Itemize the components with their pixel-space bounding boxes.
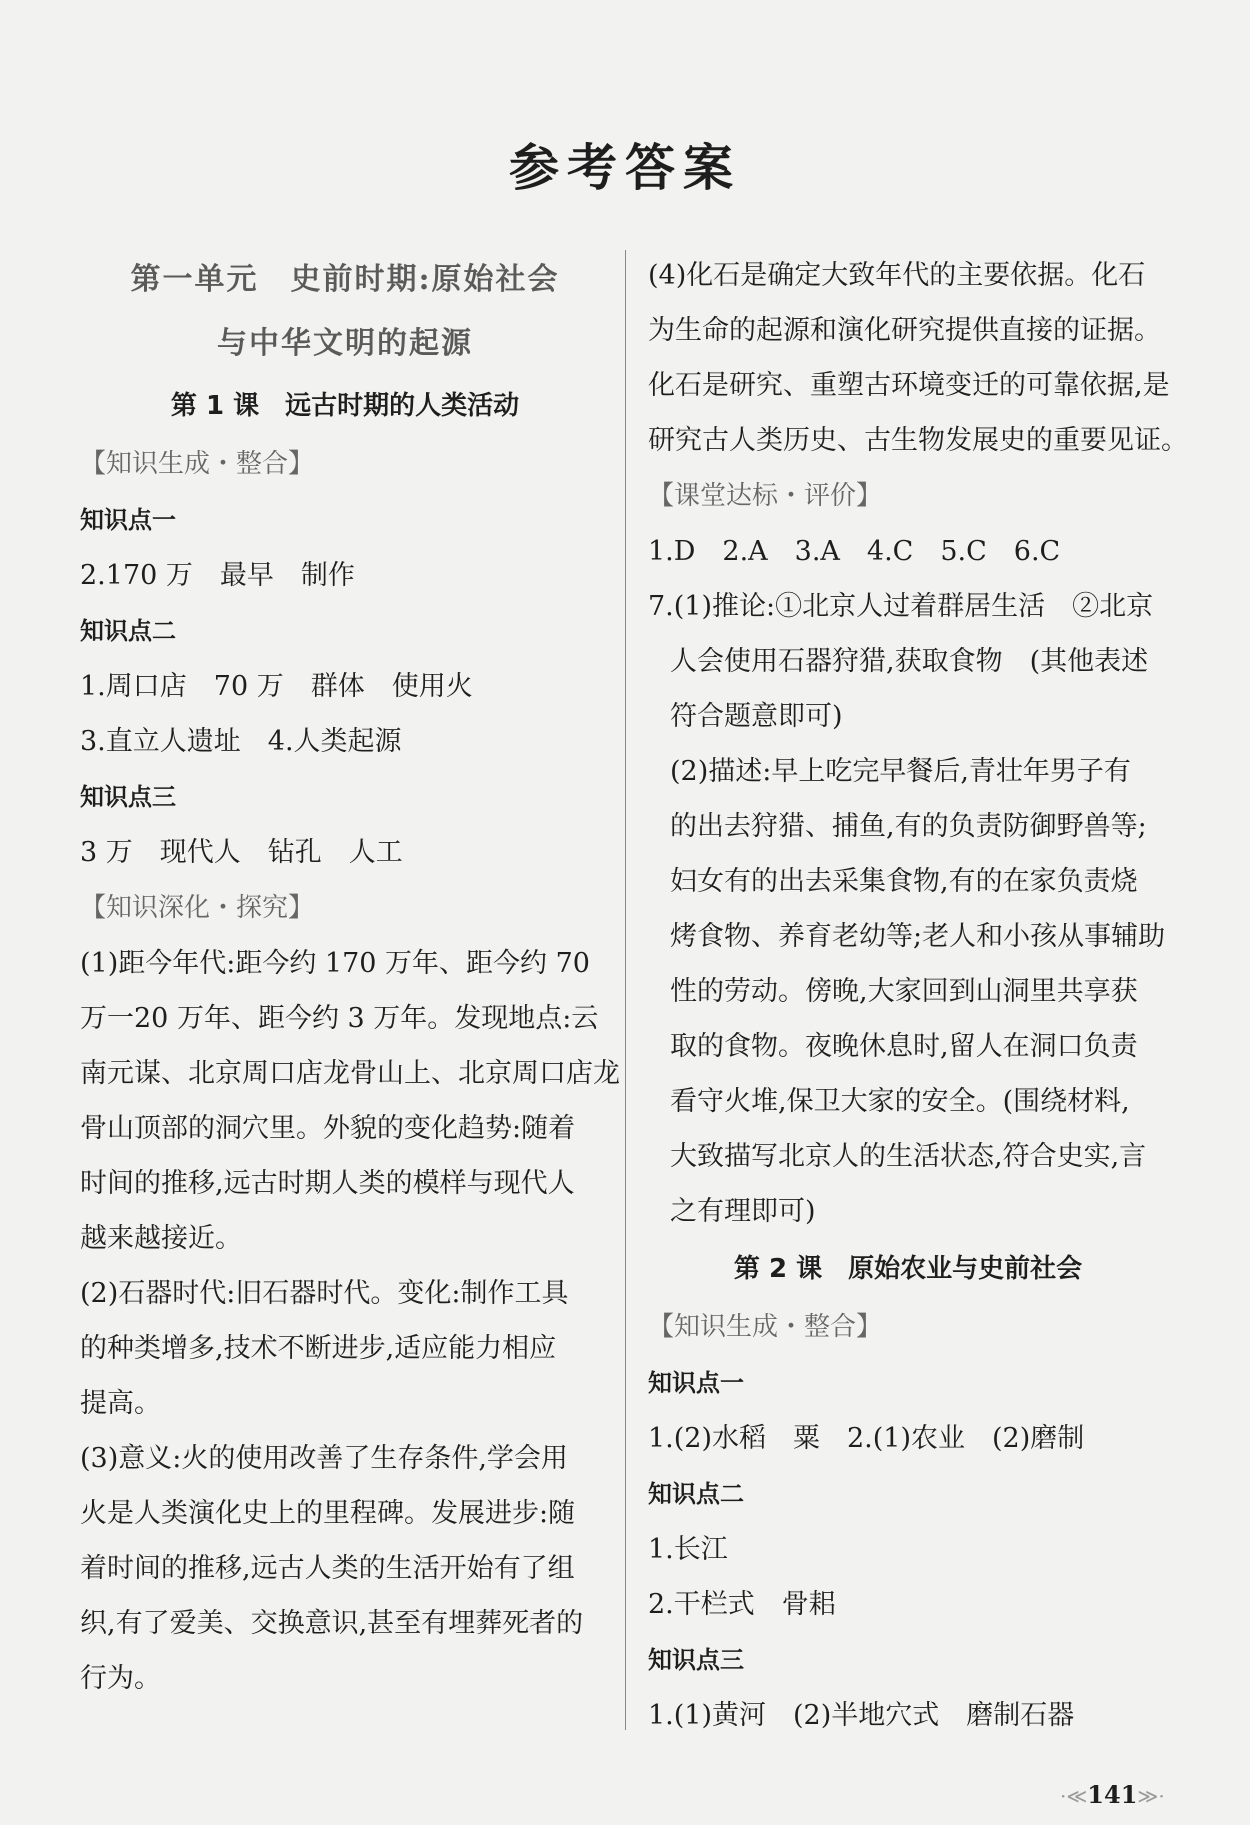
answer-line: 3 万 现代人 钻孔 人工 [80,837,403,868]
answer-line: 为生命的起源和演化研究提供直接的证据。 [648,315,1161,346]
answer-line: (2)描述:早上吃完早餐后,青壮年男子有 [670,756,1131,787]
answer-line: (1)距今年代:距今约 170 万年、距今约 70 [80,948,590,979]
knowledge-point-heading: 知识点一 [648,1369,744,1397]
question-7-part-2 [648,744,1168,1239]
answer-line: 越来越接近。 [80,1223,242,1254]
answer-line: 2.170 万 最早 制作 [80,560,355,591]
answer-line: 人会使用石器狩猎,获取食物 (其他表述 [670,646,1149,677]
answer-line: 烤食物、养育老幼等;老人和小孩从事辅助 [670,921,1166,952]
answer-line: 妇女有的出去采集食物,有的在家负责烧 [670,866,1138,897]
page-title: 参考答案 [509,138,741,197]
answer-line: 万一20 万年、距今约 3 万年。发现地点:云 [80,1003,599,1034]
multiple-choice-answers: 1.D 2.A 3.A 4.C 5.C 6.C [648,536,1061,567]
answer-line: 1.(1)黄河 (2)半地穴式 磨制石器 [648,1700,1075,1731]
answer-line: 的出去狩猎、捕鱼,有的负责防御野兽等; [670,811,1147,842]
ornament-left-icon: ·≪ [1060,1784,1088,1808]
answer-line: (3)意义:火的使用改善了生存条件,学会用 [80,1443,568,1474]
answer-line: 着时间的推移,远古人类的生活开始有了组 [80,1553,575,1584]
answer-line: 2.干栏式 骨耜 [648,1589,836,1620]
answer-line: 1.周口店 70 万 群体 使用火 [80,671,473,702]
answer-line: 的种类增多,技术不断进步,适应能力相应 [80,1333,557,1364]
answer-line: 骨山顶部的洞穴里。外貌的变化趋势:随着 [80,1113,576,1144]
answer-line: 行为。 [80,1663,161,1694]
section-heading: 【知识生成・整合】 [80,449,315,479]
answer-line: 看守火堆,保卫大家的安全。(围绕材料, [670,1086,1130,1117]
answer-line: 提高。 [80,1388,161,1419]
lesson-1-heading: 第 1 课 远古时期的人类活动 [170,391,520,421]
answer-paragraph-2 [80,1266,610,1431]
column-divider [625,250,626,1730]
answer-line: (4)化石是确定大致年代的主要依据。化石 [648,260,1146,291]
answer-line: 织,有了爱美、交换意识,甚至有埋葬死者的 [80,1608,584,1639]
page-number [1060,1780,1165,1809]
knowledge-point-heading: 知识点二 [648,1480,744,1508]
answer-paragraph-4 [648,248,1188,468]
answer-line: 时间的推移,远古时期人类的模样与现代人 [80,1168,575,1199]
answer-line: 1.长江 [648,1534,728,1565]
answer-paragraph-1 [80,936,620,1266]
left-column [80,248,620,1706]
section-heading: 【课堂达标・评价】 [648,481,883,511]
right-column [648,248,1188,1743]
page-number-value: 141 [1087,1780,1138,1809]
unit-heading-line2: 与中华文明的起源 [217,326,473,361]
answer-line: 7.(1)推论:①北京人过着群居生活 ②北京 [648,591,1154,622]
answer-line: 1.(2)水稻 粟 2.(1)农业 (2)磨制 [648,1423,1085,1454]
answer-line: 之有理即可) [670,1196,816,1227]
answer-line: 火是人类演化史上的里程碑。发展进步:随 [80,1498,576,1529]
answer-line: 性的劳动。傍晚,大家回到山洞里共享获 [670,976,1138,1007]
knowledge-point-heading: 知识点三 [648,1646,744,1674]
answer-line: 大致描写北京人的生活状态,符合史实,言 [670,1141,1147,1172]
answer-line: 化石是研究、重塑古环境变迁的可靠依据,是 [648,370,1170,401]
answer-line: 南元谋、北京周口店龙骨山上、北京周口店龙 [80,1058,620,1089]
knowledge-point-heading: 知识点二 [80,617,176,645]
section-heading: 【知识深化・探究】 [80,893,315,923]
answer-line: 研究古人类历史、古生物发展史的重要见证。 [648,425,1188,456]
answer-line: (2)石器时代:旧石器时代。变化:制作工具 [80,1278,569,1309]
knowledge-point-heading: 知识点三 [80,783,176,811]
knowledge-point-heading: 知识点一 [80,506,176,534]
ornament-right-icon: ≫· [1137,1784,1165,1808]
answer-line: 符合题意即可) [670,701,843,732]
unit-heading-line1: 第一单元 史前时期:原始社会 [130,262,560,297]
lesson-2-heading: 第 2 课 原始农业与史前社会 [733,1254,1083,1284]
answer-paragraph-3 [80,1431,610,1706]
question-7-part-1 [648,579,1168,744]
answer-line: 取的食物。夜晚休息时,留人在洞口负责 [670,1031,1138,1062]
section-heading: 【知识生成・整合】 [648,1312,883,1342]
answer-line: 3.直立人遗址 4.人类起源 [80,726,402,757]
